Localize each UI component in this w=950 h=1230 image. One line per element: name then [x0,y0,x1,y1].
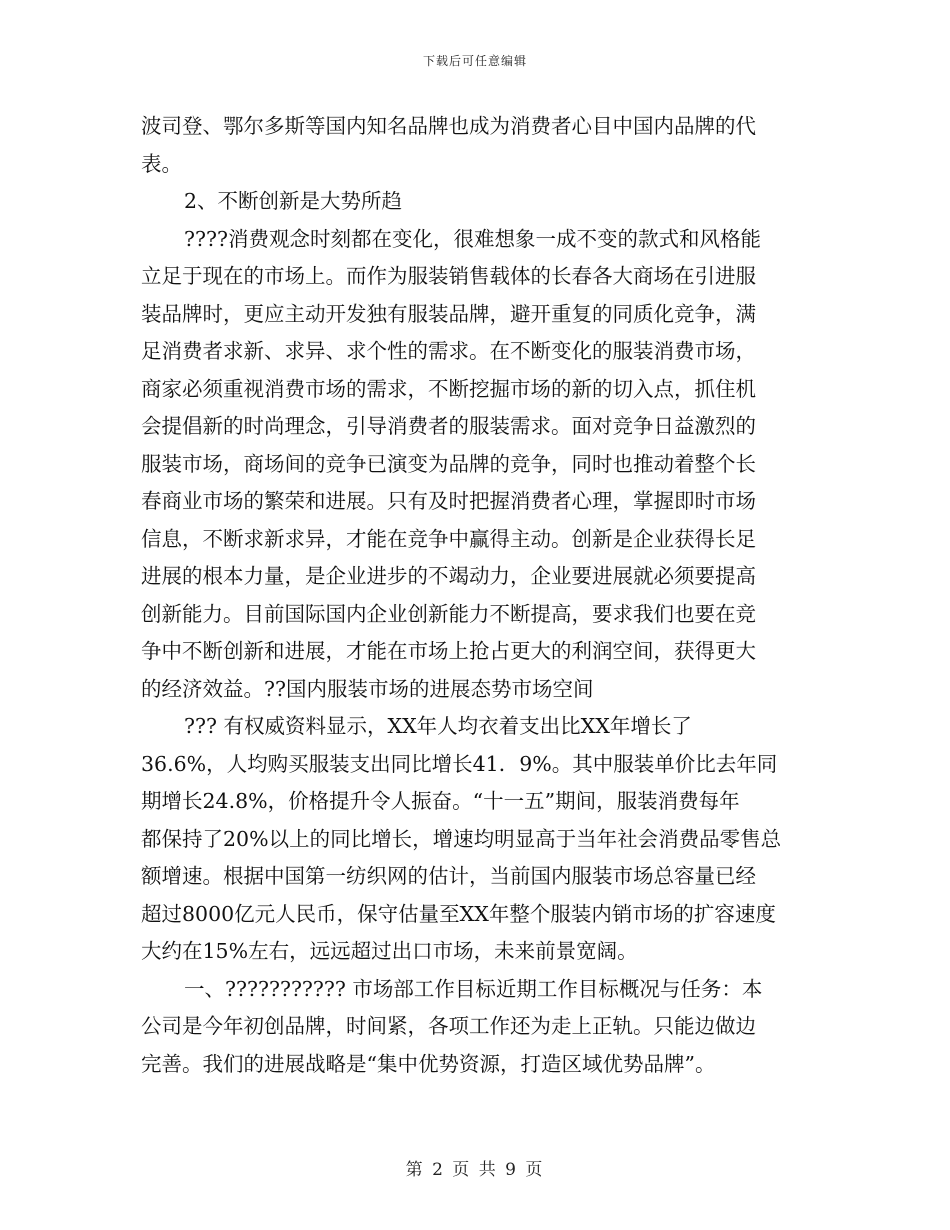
text-line: ??? 有权威资料显示，XX年人均衣着支出比XX年增长了 [184,714,692,738]
text-line: 的经济效益。??国内服装市场的进展态势市场空间 [141,676,594,701]
text-line: 公司是今年初创品牌，时间紧，各项工作还为走上正轨。只能边做边 [141,1014,756,1038]
text-line: 波司登、鄂尔多斯等国内知名品牌也成为消费者心目中国内品牌的代 [141,114,756,138]
text-line: 足消费者求新、求异、求个性的需求。在不断变化的服装消费市场， [141,339,756,363]
text-line: ????消费观念时刻都在变化，很难想象一成不变的款式和风格能 [184,226,761,251]
section-heading: 2、不断创新是大势所趋 [184,189,403,213]
text-line: 进展的根本力量，是企业进步的不竭动力，企业要进展就必须要提高 [141,564,756,588]
text-line: 创新能力。目前国际国内企业创新能力不断提高，要求我们也要在竞 [141,601,756,626]
text-line: 争中不断创新和进展，才能在市场上抢占更大的利润空间，获得更大 [141,639,756,663]
text-line: 完善。我们的进展战略是“集中优势资源，打造区域优势品牌”。 [141,1051,716,1076]
page-header: 下载后可任意编辑 [422,54,527,68]
section-heading: 一、??????????? 市场部工作目标近期工作目标概况与任务：本 [184,976,763,1001]
text-line: 会提倡新的时尚理念，引导消费者的服装需求。面对竞争日益激烈的 [141,414,756,438]
document-body [141,108,811,1083]
text-line: 36.6%，人均购买服装支出同比增长41．9%。其中服装单价比去年同 [141,751,778,776]
text-line: 服装市场，商场间的竞争已演变为品牌的竞争，同时也推动着整个长 [141,451,756,476]
page-number: 第 2 页 共 9 页 [405,1160,545,1180]
text-line: 信息，不断求新求异，才能在竞争中赢得主动。创新是企业获得长足 [141,526,756,551]
text-line: 期增长24.8%，价格提升令人振奋。“十一五”期间，服装消费每年 [141,789,740,813]
text-line: 立足于现在的市场上。而作为服装销售载体的长春各大商场在引进服 [141,264,756,288]
text-line: 大约在15%左右，远远超过出口市场，未来前景宽阔。 [141,939,638,963]
text-line: 装品牌时，更应主动开发独有服装品牌，避开重复的同质化竞争，满 [141,301,756,326]
text-line: 额增速。根据中国第一纺织网的估计，当前国内服装市场总容量已经 [141,864,756,888]
text-line: 商家必须重视消费市场的需求，不断挖掘市场的新的切入点，抓住机 [141,376,756,401]
text-line: 春商业市场的繁荣和进展。只有及时把握消费者心理，掌握即时市场 [141,489,756,513]
text-line: 都保持了20%以上的同比增长，增速均明显高于当年社会消费品零售总 [141,826,782,851]
text-line: 超过8000亿元人民币，保守估量至XX年整个服装内销市场的扩容速度 [141,901,776,926]
text-line: 表。 [141,151,182,176]
